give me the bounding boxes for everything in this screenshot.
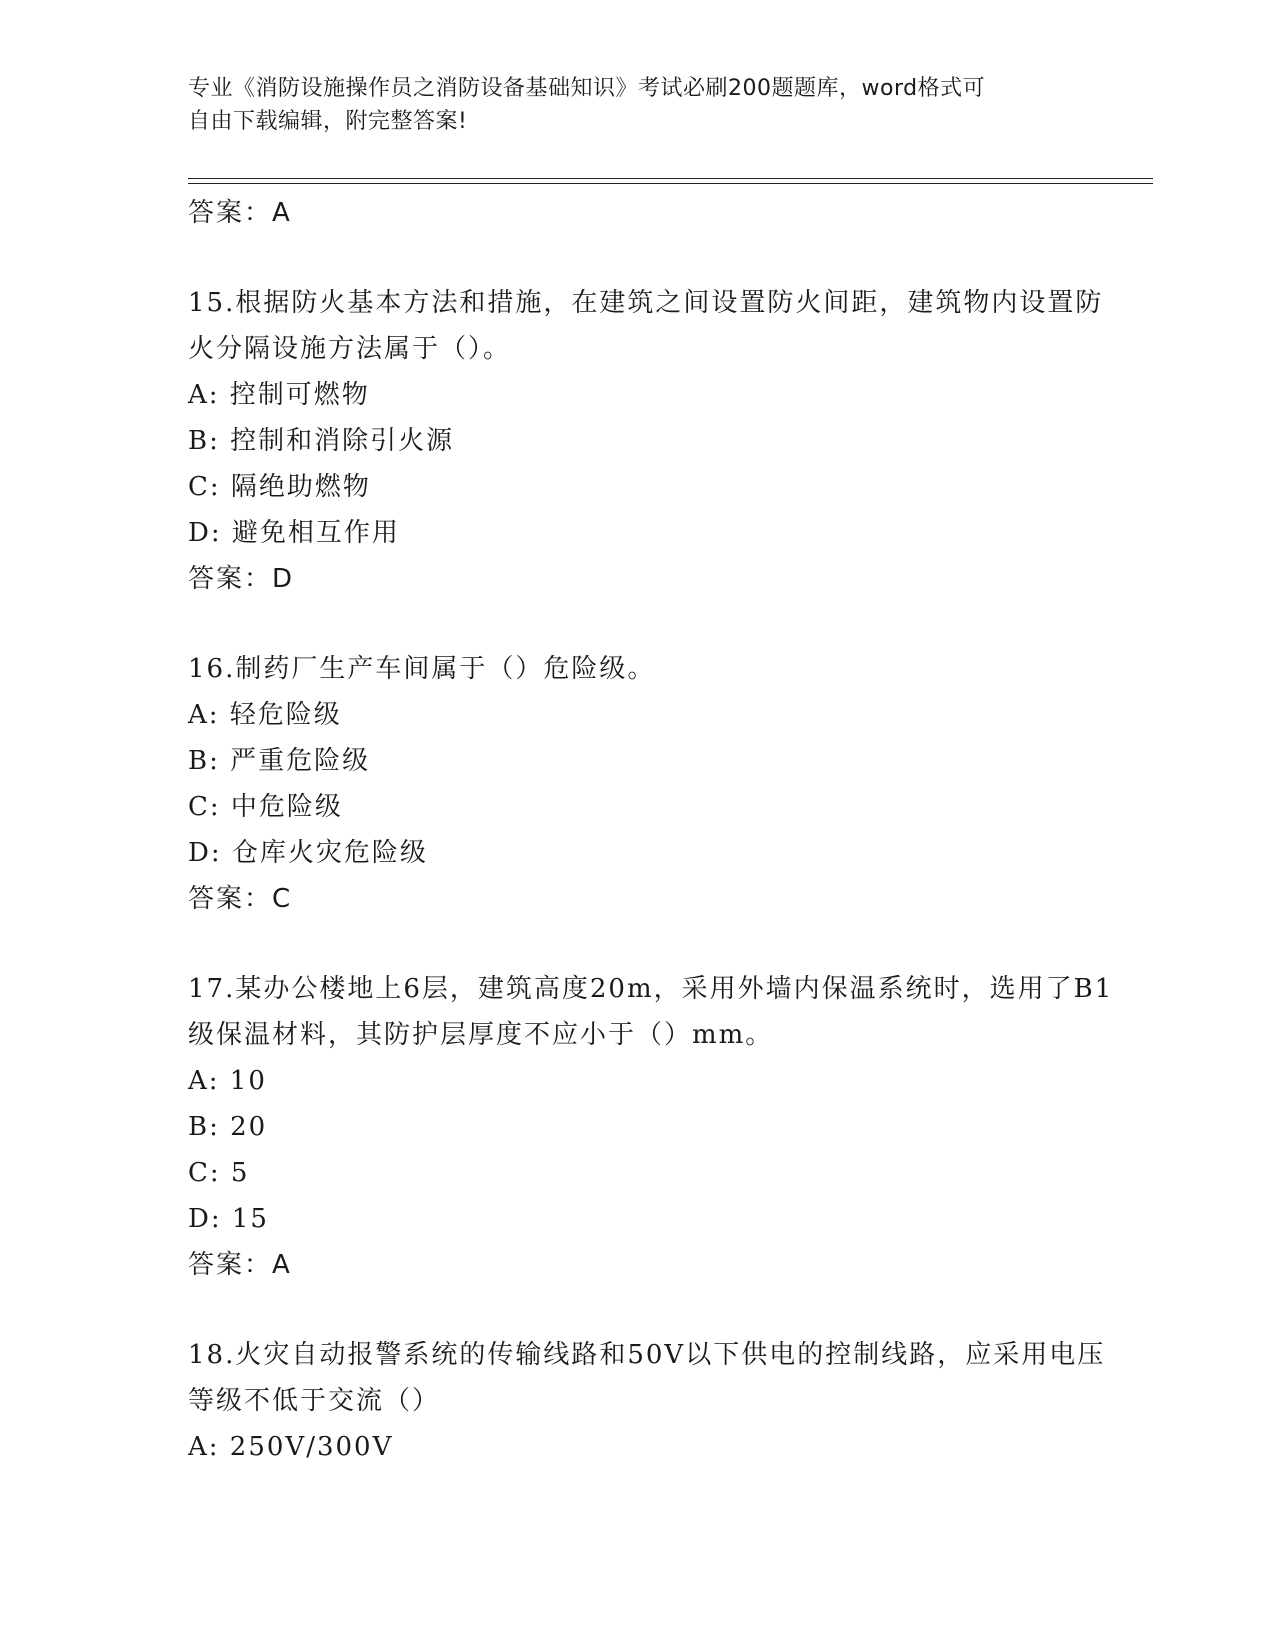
option-c: C: 隔绝助燃物 xyxy=(188,472,371,502)
answer-line: 答案：A xyxy=(188,1250,292,1280)
question-text: 15.根据防火基本方法和措施，在建筑之间设置防火间距，建筑物内设置防火分隔设施方法属于（）。 xyxy=(188,288,1104,364)
question-text: 18.火灾自动报警系统的传输线路和50V以下供电的控制线路，应采用电压等级不低于交流（） xyxy=(188,1340,1106,1416)
question-text: 16.制药厂生产车间属于（）危险级。 xyxy=(188,654,656,684)
option-b: B: 20 xyxy=(188,1112,268,1142)
page-header xyxy=(188,72,1068,138)
option-d: D: 避免相互作用 xyxy=(188,518,400,548)
option-b: B: 严重危险级 xyxy=(188,746,371,776)
answer-line: 答案：A xyxy=(188,198,292,228)
option-a: A: 轻危险级 xyxy=(188,700,342,730)
question-list xyxy=(188,190,1128,1470)
option-c: C: 中危险级 xyxy=(188,792,343,822)
question-18 xyxy=(188,1332,1128,1470)
option-a: A: 控制可燃物 xyxy=(188,380,370,410)
option-d: D: 仓库火灾危险级 xyxy=(188,838,428,868)
question-16 xyxy=(188,646,1128,922)
option-b: B: 控制和消除引火源 xyxy=(188,426,455,456)
page-title-line-2: 自由下载编辑，附完整答案! xyxy=(188,109,468,134)
header-divider xyxy=(188,178,1153,184)
page-title-line-1: 专业《消防设施操作员之消防设备基础知识》考试必刷200题题库，word格式可 xyxy=(188,76,986,101)
option-a: A: 10 xyxy=(188,1066,267,1096)
option-a: A: 250V/300V xyxy=(188,1432,394,1462)
answer-line: 答案：D xyxy=(188,564,295,594)
question-17 xyxy=(188,966,1128,1288)
question-text: 17.某办公楼地上6层，建筑高度20m，采用外墙内保温系统时，选用了B1级保温材料，其防护层厚度不应小于（）mm。 xyxy=(188,974,1114,1050)
question-15 xyxy=(188,280,1128,602)
option-c: C: 5 xyxy=(188,1158,250,1188)
answer-line: 答案：C xyxy=(188,884,293,914)
option-d: D: 15 xyxy=(188,1204,269,1234)
